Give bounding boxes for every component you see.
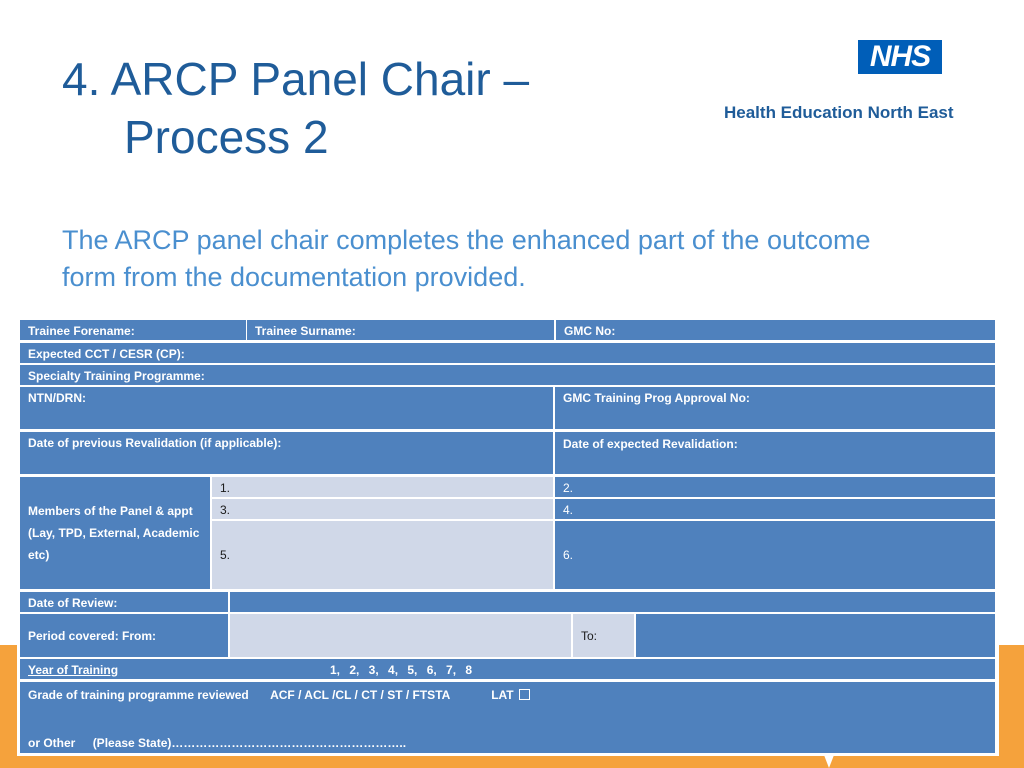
outcome-form [17,318,999,756]
decorative-notch [824,755,834,768]
panel-member-1[interactable]: 1. [212,477,553,497]
year-of-training-row[interactable] [20,659,995,679]
grade-options[interactable]: ACF / ACL /CL / CT / ST / FTSTA [270,688,450,702]
panel-member-2[interactable]: 2. [555,477,995,497]
specialty-programme-field[interactable]: Specialty Training Programme: [20,365,995,385]
expected-revalidation-field[interactable]: Date of expected Revalidation: [555,432,995,474]
organisation-name: Health Education North East [724,103,954,122]
period-to-label: To: [573,614,634,657]
previous-revalidation-field[interactable]: Date of previous Revalidation (if applicable): [20,432,553,474]
panel-members-label: Members of the Panel & appt (Lay, TPD, External, Academic etc) [20,477,210,589]
nhs-logo [724,40,984,130]
please-state-field[interactable]: (Please State)………………………………………………….. [92,736,407,750]
gmc-approval-field[interactable]: GMC Training Prog Approval No: [555,387,995,429]
lat-label: LAT [491,688,514,702]
nhs-logo-mark: NHS [858,40,942,74]
panel-member-5[interactable]: 5. [212,521,553,589]
panel-member-3[interactable]: 3. [212,499,553,519]
period-to-input[interactable] [636,614,995,657]
ntn-drn-field[interactable]: NTN/DRN: [20,387,553,429]
title-line-2: Process 2 [124,111,329,163]
trainee-surname-field[interactable]: Trainee Surname: [246,320,554,340]
slide-subtitle: The ARCP panel chair completes the enhanced part of the outcome form from the documentation provided. [62,225,871,292]
grade-reviewed-row [20,682,995,753]
panel-member-4[interactable]: 4. [555,499,995,519]
year-of-training-label: Year of Training [28,663,119,677]
title-line-1: 4. ARCP Panel Chair – [62,53,530,105]
grade-reviewed-label: Grade of training programme reviewed [28,688,249,702]
period-from-label: Period covered: From: [20,614,228,657]
year-options[interactable]: 1, 2, 3, 4, 5, 6, 7, 8 [330,663,473,677]
expected-cct-field[interactable]: Expected CCT / CESR (CP): [20,343,995,363]
date-of-review-input[interactable] [230,592,995,612]
date-of-review-label: Date of Review: [20,592,228,612]
or-other-label: or Other [28,736,76,750]
slide-title [62,50,702,166]
trainee-forename-field[interactable]: Trainee Forename: [20,320,246,340]
panel-member-6[interactable]: 6. [555,521,995,589]
lat-checkbox[interactable] [519,689,530,700]
gmc-number-field[interactable]: GMC No: [554,320,995,340]
period-from-input[interactable] [230,614,571,657]
